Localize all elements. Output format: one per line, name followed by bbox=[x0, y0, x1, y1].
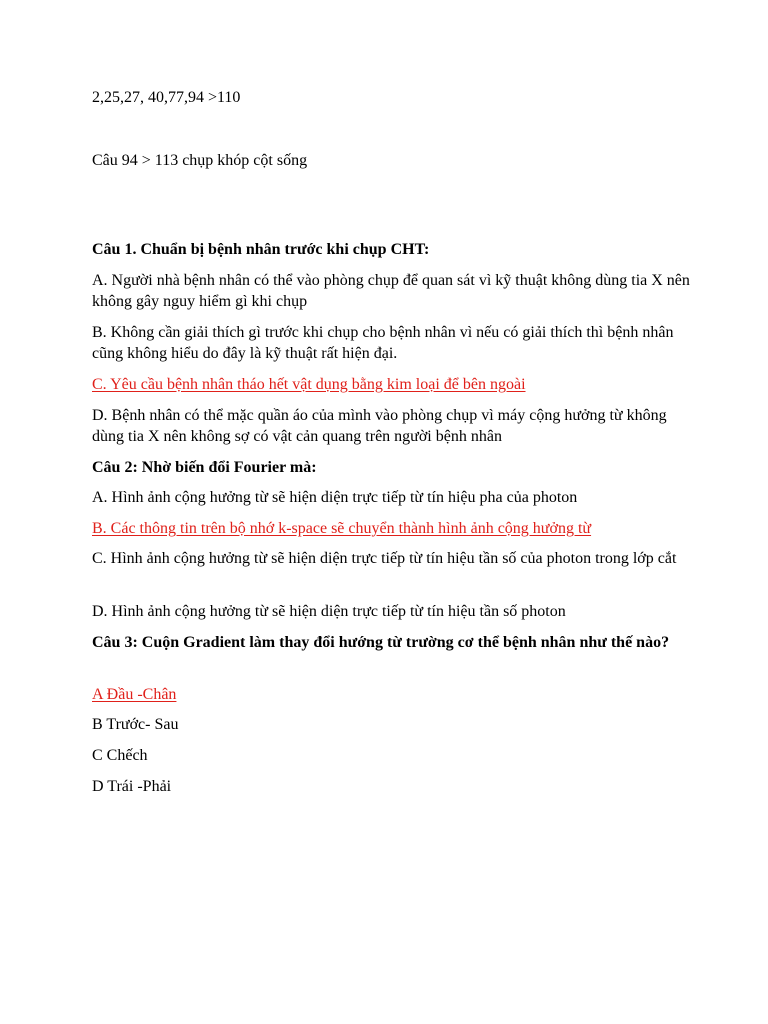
question-1-option-c-correct: C. Yêu cầu bệnh nhân tháo hết vật dụng bằng kim loại để bên ngoài bbox=[92, 376, 526, 393]
question-2-option-b-correct: B. Các thông tin trên bộ nhớ k-space sẽ chuyển thành hình ảnh cộng hưởng từ bbox=[92, 520, 592, 537]
question-2-option-c: C. Hình ảnh cộng hưởng từ sẽ hiện diện trực tiếp từ tín hiệu tần số của photon trong lớp cắt bbox=[92, 550, 677, 567]
question-3-option-d: D Trái -Phải bbox=[92, 778, 172, 795]
question-3-title: Câu 3: Cuộn Gradient làm thay đổi hướng từ trường cơ thể bệnh nhân như thế nào? bbox=[92, 634, 670, 651]
header-numbers: 2,25,27, 40,77,94 >110 bbox=[92, 89, 241, 106]
question-1-option-b: B. Không cần giải thích gì trước khi chụp cho bệnh nhân vì nếu có giải thích thì bệnh nhân cũng không hiểu do đây là kỹ thuật rất hiện đại. bbox=[92, 324, 674, 362]
header-subtitle: Câu 94 > 113 chụp khóp cột sống bbox=[92, 152, 308, 169]
question-2-option-d: D. Hình ảnh cộng hưởng từ sẽ hiện diện trực tiếp từ tín hiệu tần số photon bbox=[92, 603, 566, 620]
question-3-option-c: C Chếch bbox=[92, 747, 148, 764]
question-1-title: Câu 1. Chuẩn bị bệnh nhân trước khi chụp CHT: bbox=[92, 241, 430, 258]
question-1-option-d: D. Bệnh nhân có thể mặc quần áo của mình vào phòng chụp vì máy cộng hưởng từ không dùng tia X nên không sợ có vật cản quang trên người bệnh nhân bbox=[92, 407, 667, 445]
question-1-option-a: A. Người nhà bệnh nhân có thể vào phòng chụp để quan sát vì kỹ thuật không dùng tia X nên không gây nguy hiểm gì khi chụp bbox=[92, 272, 690, 310]
question-3-option-b: B Trước- Sau bbox=[92, 716, 179, 733]
question-2-title: Câu 2: Nhờ biến đổi Fourier mà: bbox=[92, 459, 317, 476]
question-3-option-a-correct: A Đầu -Chân bbox=[92, 686, 177, 703]
question-2-option-a: A. Hình ảnh cộng hưởng từ sẽ hiện diện trực tiếp từ tín hiệu pha của photon bbox=[92, 489, 578, 506]
